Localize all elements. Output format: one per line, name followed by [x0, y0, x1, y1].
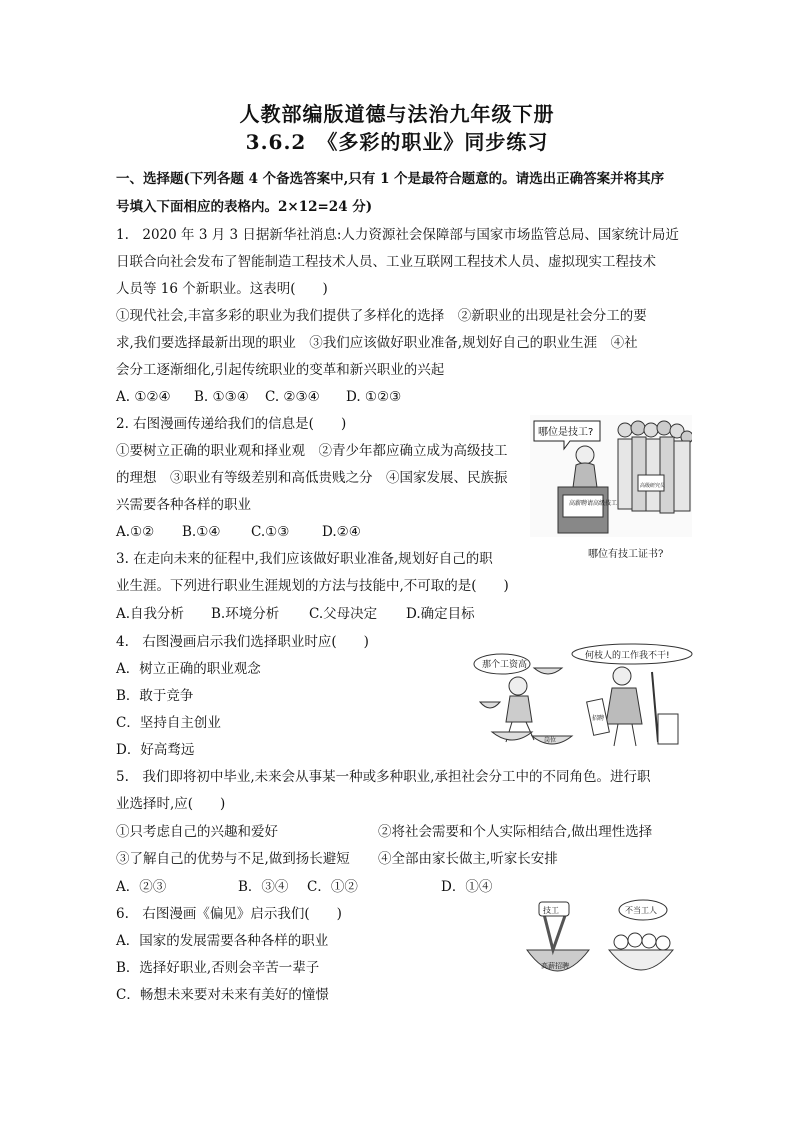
- q2-statement-line2: 的理想 ③职业有等级差别和高低贵贱之分 ④国家发展、民族振: [116, 470, 508, 486]
- q3-stem-line2: 业生涯。下列进行职业生涯规划的方法与技能中,不可取的是( ): [116, 578, 509, 594]
- q5-option-d: D．①④: [441, 879, 493, 895]
- q4-stem: 4. 右图漫画启示我们选择职业时应( ): [116, 634, 369, 650]
- q5-stem-line1: 5. 我们即将初中毕业,未来会从事某一种或多种职业,承担社会分工中的不同角色。进行职: [116, 769, 651, 785]
- q6-cartoon-image: [513, 890, 687, 992]
- q1-statement-line3: 会分工逐渐细化,引起传统职业的变革和新兴职业的兴起: [116, 362, 445, 378]
- q4-cartoon-bubble-left: 那个工资高: [482, 660, 528, 670]
- q1-option-d: D. ①②③: [346, 389, 402, 405]
- q5-statement-2: ②将社会需要和个人实际相结合,做出理性选择: [378, 824, 653, 840]
- q1-stem-line2: 日联合向社会发布了智能制造工程技术人员、工业互联网工程技术人员、虚拟现实工程技术: [116, 254, 656, 270]
- q3-stem-line1: 3. 在走向未来的征程中,我们应该做好职业准备,规划好自己的职: [116, 551, 493, 567]
- q6-option-c: C．畅想未来要对未来有美好的憧憬: [116, 987, 329, 1003]
- q2-cartoon-board: 高薪聘请高级技工: [569, 500, 618, 507]
- q4-cartoon-paper-label: 招聘: [592, 715, 605, 722]
- q3-option-d: D.确定目标: [406, 606, 475, 622]
- q1-stem-line1: 1. 2020 年 3 月 3 日据新华社消息:人力资源社会保障部与国家市场监管总局、国家统计局近: [116, 227, 679, 243]
- q3-option-c: C.父母决定: [309, 606, 378, 622]
- q1-statement-line2: 求,我们要选择最新出现的职业 ③我们应该做好职业准备,规划好自己的职业生涯 ④社: [116, 335, 638, 351]
- q5-option-b: B．③④: [238, 879, 289, 895]
- page-subtitle: 3.6.2 《多彩的职业》同步练习: [245, 130, 549, 154]
- q1-stem-line3: 人员等 16 个新职业。这表明( ): [116, 281, 328, 297]
- q2-option-c: C.①③: [251, 524, 290, 540]
- q5-statement-4: ④全部由家长做主,听家长安排: [378, 851, 558, 867]
- q6-cartoon-bowl-label: 高薪招聘: [541, 962, 569, 970]
- q4-option-a: A．树立正确的职业观念: [116, 661, 261, 677]
- section-heading-line2: 号填入下面相应的表格内。2×12=24 分): [116, 199, 373, 215]
- q5-option-a: A．②③: [116, 879, 167, 895]
- q2-cartoon-sign: 高级研究员: [640, 483, 666, 489]
- q3-option-a: A.自我分析: [116, 606, 185, 622]
- q2-stem: 2. 右图漫画传递给我们的信息是( ): [116, 416, 347, 432]
- q4-cartoon-image: [472, 642, 700, 758]
- q2-statement-line1: ①要树立正确的职业观和择业观 ②青少年都应确立成为高级技工: [116, 443, 508, 459]
- q2-option-a: A.①②: [116, 524, 155, 540]
- q1-option-a: A. ①②④: [116, 389, 171, 405]
- q5-option-c: C．①②: [307, 879, 358, 895]
- q2-cartoon-image: [530, 415, 692, 537]
- q6-cartoon-bubble-left: 技工: [543, 906, 559, 915]
- q2-option-d: D.②④: [322, 524, 361, 540]
- q2-cartoon-bubble: 哪位是技工?: [538, 427, 594, 438]
- q2-statement-line3: 兴需要各种各样的职业: [116, 497, 251, 513]
- q3-option-b: B.环境分析: [211, 606, 280, 622]
- q5-statement-3: ③了解自己的优势与不足,做到扬长避短: [116, 851, 350, 867]
- q6-option-b: B．选择好职业,否则会辛苦一辈子: [116, 960, 320, 976]
- q1-statement-line1: ①现代社会,丰富多彩的职业为我们提供了多样化的选择 ②新职业的出现是社会分工的要: [116, 308, 647, 324]
- q2-option-b: B.①④: [182, 524, 221, 540]
- q6-option-a: A．国家的发展需要各种各样的职业: [116, 933, 329, 949]
- q1-option-b: B. ①③④: [194, 389, 249, 405]
- q4-cartoon-bowl-label: 岗位: [544, 737, 557, 744]
- q4-cartoon-bubble-right: 何枝人的工作我不干!: [585, 651, 670, 661]
- q4-option-c: C．坚持自主创业: [116, 715, 221, 731]
- q6-cartoon-bubble-right: 不当工人: [625, 906, 657, 915]
- q4-option-b: B．敢于竞争: [116, 688, 194, 704]
- q5-statement-1: ①只考虑自己的兴趣和爱好: [116, 824, 278, 840]
- q6-stem: 6. 右图漫画《偏见》启示我们( ): [116, 906, 342, 922]
- q4-option-d: D．好高骛远: [116, 742, 195, 758]
- q5-stem-line2: 业选择时,应( ): [116, 796, 226, 812]
- q1-option-c: C. ②③④: [265, 389, 320, 405]
- page-title: 人教部编版道德与法治九年级下册: [239, 102, 555, 126]
- section-heading-line1: 一、选择题(下列各题 4 个备选答案中,只有 1 个是最符合题意的。请选出正确答案并将其序: [116, 171, 665, 187]
- q2-cartoon-caption: 哪位有技工证书?: [588, 549, 664, 560]
